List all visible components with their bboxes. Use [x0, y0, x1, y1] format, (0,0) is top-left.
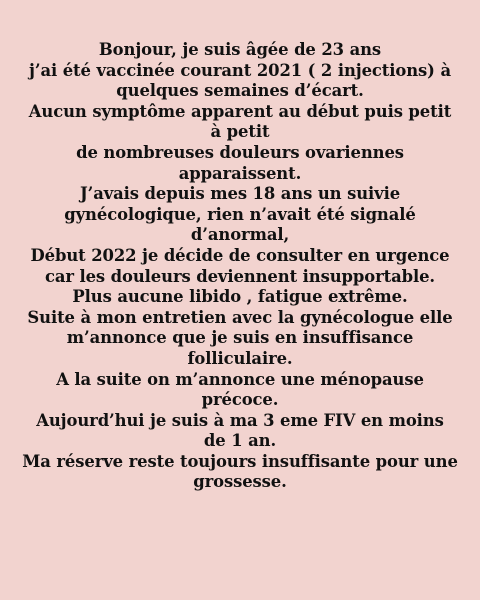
text-line: car les douleurs deviennent insupportable. [44, 266, 436, 286]
text-line: de 1 an. [203, 431, 277, 451]
text-line: Aucun symptôme apparent au début puis petit [28, 101, 452, 121]
text-line: à petit [210, 122, 270, 142]
text-line: gynécologique, rien n’avait été signalé [64, 204, 416, 224]
text-line: J’avais depuis mes 18 ans un suivie [79, 184, 401, 204]
text-line: apparaissent. [178, 163, 302, 183]
text-line: folliculaire. [187, 348, 293, 368]
text-line: précoce. [201, 390, 279, 410]
testimony-text [18, 40, 462, 493]
text-line: m’annonce que je suis en insuffisance [66, 328, 414, 348]
text-line: j’ai été vaccinée courant 2021 ( 2 injections) à [29, 60, 451, 80]
text-line: Début 2022 je décide de consulter en urgence [30, 245, 450, 265]
text-line: quelques semaines d’écart. [116, 81, 364, 101]
text-line: Bonjour, je suis âgée de 23 ans [98, 40, 382, 59]
text-line: Ma réserve reste toujours insuffisante pour une [22, 451, 458, 471]
text-line: de nombreuses douleurs ovariennes [76, 142, 404, 162]
text-line: grossesse. [193, 472, 287, 492]
text-line: Suite à mon entretien avec la gynécologue elle [27, 307, 453, 327]
text-line: d’anormal, [190, 225, 290, 245]
text-line: Aujourd’hui je suis à ma 3 eme FIV en moins [36, 410, 444, 430]
text-line: A la suite on m’annonce une ménopause [56, 369, 424, 389]
text-line: Plus aucune libido , fatigue extrême. [72, 287, 408, 307]
